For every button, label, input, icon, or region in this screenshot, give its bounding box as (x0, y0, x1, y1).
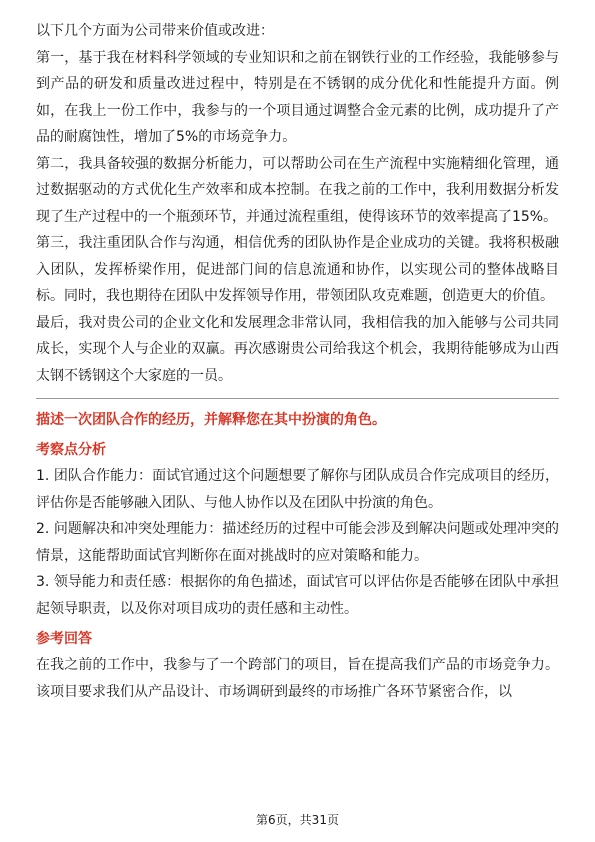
answer-heading: 参考回答 (36, 631, 92, 647)
intro-paragraph: 第一，基于我在材料科学领域的专业知识和之前在钢铁行业的工作经验，我能够参与到产品的研发和质量改进过程中，特别是在不锈钢的成分优化和性能提升方面。例如，在我上一份工作中，我参与的一个项目通过调整合金元素的比例，成功提升了产品的耐腐蚀性，增加了5%的市场竞争力。 (36, 49, 559, 145)
intro-paragraph: 以下几个方面为公司带来价值或改进： (36, 23, 274, 39)
analysis-item: 1. 团队合作能力：面试官通过这个问题想要了解你与团队成员合作完成项目的经历，评估你是否能够融入团队、与他人协作以及在团队中扮演的角色。 (36, 468, 559, 511)
analysis-item: 3. 领导能力和责任感：根据你的角色描述，面试官可以评估你是否能够在团队中承担起领导职责，以及你对项目成功的责任感和主动性。 (36, 574, 559, 617)
answer-text: 在我之前的工作中，我参与了一个跨部门的项目，旨在提高我们产品的市场竞争力。该项目要求我们从产品设计、市场调研到最终的市场推广各环节紧密合作，以 (36, 657, 559, 700)
page-number-footer: 第6页，共31页 (256, 813, 339, 827)
section-divider (36, 398, 559, 399)
document-page (36, 18, 559, 705)
intro-paragraph: 第三，我注重团队合作与沟通，相信优秀的团队协作是企业成功的关键。我将积极融入团队，发挥桥梁作用，促进部门间的信息流通和协作，以实现公司的整体战略目标。同时，我也期待在团队中发挥领导作用，带领团队攻克难题，创造更大的价值。 (36, 235, 559, 304)
intro-paragraph: 最后，我对贵公司的企业文化和发展理念非常认同，我相信我的加入能够与公司共同成长，实现个人与企业的双赢。再次感谢贵公司给我这个机会，我期待能够成为山西太钢不锈钢这个大家庭的一员。 (36, 314, 559, 384)
interview-question: 描述一次团队合作的经历，并解释您在其中扮演的角色。 (36, 412, 386, 428)
analysis-heading: 考察点分析 (36, 442, 106, 458)
intro-paragraph: 第二，我具备较强的数据分析能力，可以帮助公司在生产流程中实施精细化管理，通过数据驱动的方式优化生产效率和成本控制。在我之前的工作中，我利用数据分析发现了生产过程中的一个瓶颈环节，并通过流程重组，使得该环节的效率提高了15%。 (36, 155, 559, 225)
analysis-item: 2. 问题解决和冲突处理能力：描述经历的过程中可能会涉及到解决问题或处理冲突的情景，这能帮助面试官判断你在面对挑战时的应对策略和能力。 (36, 521, 559, 564)
